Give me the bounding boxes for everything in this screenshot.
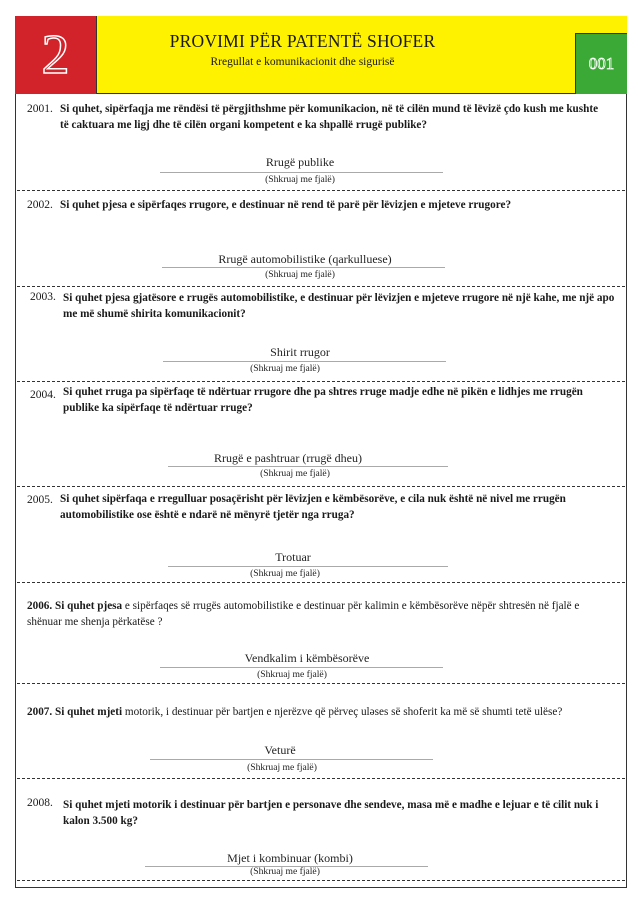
answer-line <box>163 361 446 362</box>
header-banner <box>15 16 627 94</box>
question-text <box>27 704 622 720</box>
question-text-lead: Si quhet mjeti <box>54 706 123 718</box>
answer-text: Rrugë automobilistike (qarkulluese) <box>218 252 392 266</box>
question-text: Si quhet sipërfaqa e rregulluar posaçërisht për lëvizjen e këmbësorëve, e cila nuk është në nivel me rrugën automobilistike ose është e ndarë në mënyrë tjetër nga rruga? <box>60 493 566 521</box>
answer-hint: (Shkruaj me fjalë) <box>260 468 330 479</box>
question-number: 2003. <box>30 291 56 303</box>
question-text: Si quhet mjeti motorik i destinuar për bartjen e personave dhe sendeve, masa më e madhe e lejuar e të cilit nuk i kalon 3.500 kg? <box>63 799 599 827</box>
section-number: 2 <box>41 24 70 86</box>
question-number: 2001. <box>27 103 53 115</box>
separator <box>17 778 625 779</box>
question-number: 2008. <box>27 797 53 809</box>
answer-text: Mjet i kombinuar (kombi) <box>227 851 353 865</box>
question-text: Si quhet pjesa e sipërfaqes rrugore, e destinuar në rend të parë për lëvizjen e mjeteve rrugore? <box>60 199 512 211</box>
question-number: 2005. <box>27 494 53 506</box>
answer-line <box>168 466 448 467</box>
answer-hint: (Shkruaj me fjalë) <box>250 568 320 579</box>
question-text: Si quhet rruga pa sipërfaqe të ndërtuar rrugore dhe pa shtres rruge madje edhe në pikën e lidhjes me rrugën publike ka sipërfaqe të ndërtuar rruge? <box>63 386 583 414</box>
answer-text: Vendkalim i këmbësorëve <box>244 651 370 665</box>
answer-hint: (Shkruaj me fjalë) <box>250 363 320 374</box>
question-number: 2007. <box>27 706 53 718</box>
answer-line <box>168 566 448 567</box>
separator <box>17 190 625 191</box>
separator <box>17 381 625 382</box>
answer-text: Rrugë e pashtruar (rrugë dheu) <box>214 451 362 465</box>
separator <box>17 683 625 684</box>
answer-text: Rrugë publike <box>265 155 335 169</box>
answer-line <box>160 172 443 173</box>
answer-hint: (Shkruaj me fjalë) <box>257 669 327 680</box>
answer-text: Shirit rrugor <box>270 345 330 359</box>
answer-hint: (Shkruaj me fjalë) <box>250 866 320 877</box>
question-text <box>27 598 612 630</box>
separator <box>17 486 625 487</box>
separator <box>17 880 625 881</box>
answer-line <box>162 267 445 268</box>
answer-hint: (Shkruaj me fjalë) <box>265 269 335 280</box>
question-text: Si quhet pjesa gjatësore e rrugës automobilistike, e destinuar për lëvizjen e mjeteve rrugore në një kahe, me një apo me më shumë shirita komunikacionit? <box>63 292 615 320</box>
question-text-rest: motorik, i destinuar për bartjen e njerëzve që përveç uləses së shoferit ka më së shumti tetë ulëse? <box>122 706 563 718</box>
page-code: 001 <box>588 54 615 73</box>
separator <box>17 582 625 583</box>
question-text-lead: Si quhet pjesa <box>54 600 123 612</box>
page-subtitle: Rregullat e komunikacionit dhe sigurisë <box>210 56 395 68</box>
question-number: 2006. <box>27 600 53 612</box>
answer-hint: (Shkruaj me fjalë) <box>247 762 317 773</box>
page-title: PROVIMI PËR PATENTË SHOFER <box>169 31 436 51</box>
answer-line <box>160 667 443 668</box>
answer-text: Trotuar <box>275 550 311 564</box>
answer-line <box>150 759 433 760</box>
question-number: 2002. <box>27 199 53 211</box>
question-number: 2004. <box>30 389 56 401</box>
question-text-rest: e sipërfaqes së rrugës automobilistike e destinuar për kalimin e këmbësorëve nëpër shtresën në fjalë e shënuar me shenja përkatëse ? <box>27 600 580 628</box>
section-number-box <box>15 16 97 94</box>
question-text: Si quhet, sipërfaqja me rëndësi të përgjithshme për komunikacion, në të cilën mund të lëvizë çdo kush me kushte të caktuara me ligj dhe të cilën organi kompetent e ka shpallë rrugë publike? <box>60 103 599 131</box>
page-code-box <box>575 33 627 94</box>
separator <box>17 286 625 287</box>
answer-text: Veturë <box>264 743 296 757</box>
answer-hint: (Shkruaj me fjalë) <box>265 174 335 185</box>
